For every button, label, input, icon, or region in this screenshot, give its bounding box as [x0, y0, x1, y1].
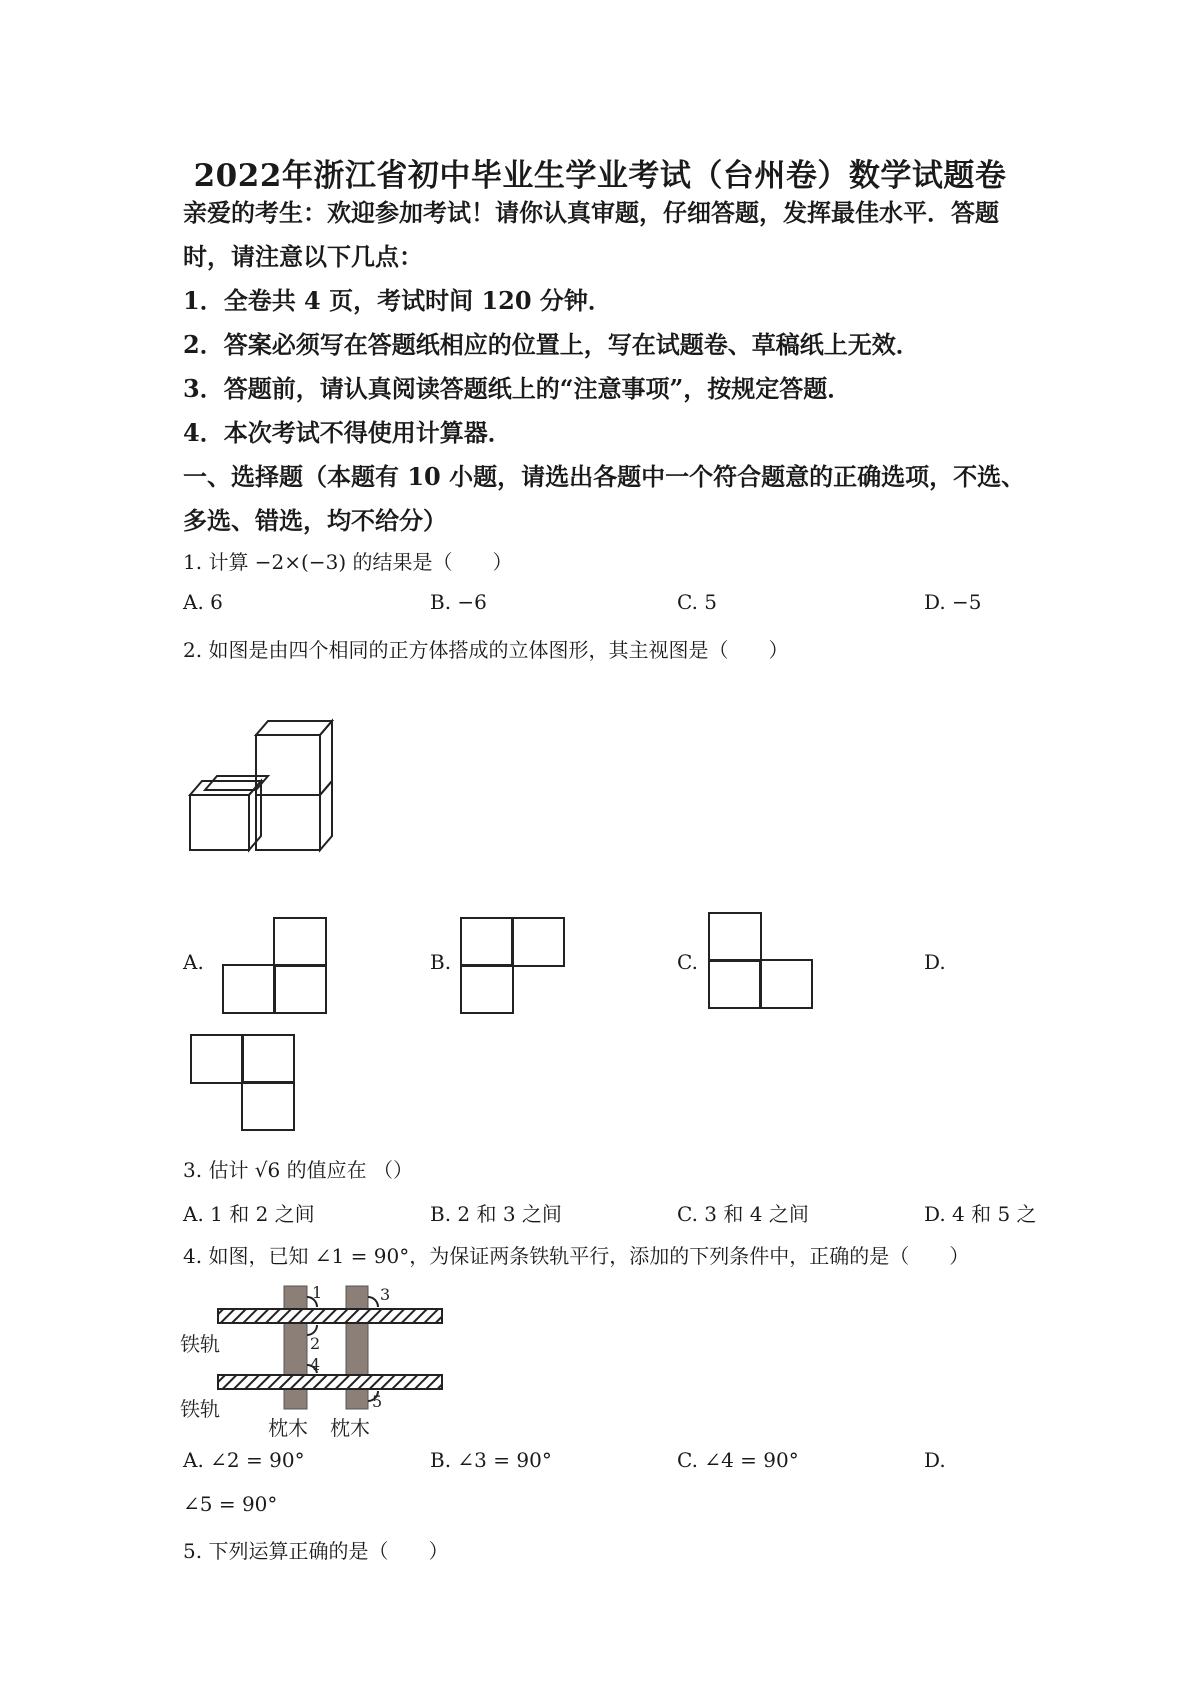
- q4-option-d-value: ∠5 = 90°: [183, 1492, 278, 1516]
- intro-line-2: 时，请注意以下几点：: [183, 242, 423, 271]
- q2-cube-figure: [185, 715, 335, 855]
- note-2: 2．答案必须写在答题纸相应的位置上，写在试题卷、草稿纸上无效．: [183, 330, 920, 359]
- question-4: 4. 如图，已知 ∠1 = 90°，为保证两条铁轨平行，添加的下列条件中，正确的是（ ）: [183, 1244, 970, 1268]
- angle-label-1: 1: [312, 1283, 323, 1302]
- q1-option-a: A. 6: [183, 590, 223, 614]
- sleeper-left-label: 枕木: [268, 1416, 308, 1440]
- q4-option-b: B. ∠3 = 90°: [430, 1448, 552, 1472]
- q2-option-c-label: C.: [677, 950, 698, 974]
- rail-bottom-label: 铁轨: [180, 1397, 220, 1421]
- q4-rail-figure: [180, 1283, 450, 1443]
- q2-option-d-figure: [190, 1034, 295, 1131]
- q3-option-b: B. 2 和 3 之间: [430, 1202, 562, 1226]
- angle-label-5: 5: [372, 1392, 383, 1411]
- q1-option-c: C. 5: [677, 590, 718, 614]
- q1-option-b: B. −6: [430, 590, 487, 614]
- q4-option-a: A. ∠2 = 90°: [183, 1448, 305, 1472]
- q2-option-b-figure: [460, 917, 565, 1014]
- section-heading-line-1: 一、选择题（本题有 10 小题，请选出各题中一个符合题意的正确选项，不选、: [183, 462, 1026, 491]
- angle-label-4: 4: [310, 1355, 321, 1374]
- q1-option-d: D. −5: [924, 590, 982, 614]
- question-1: 1. 计算 −2×(−3) 的结果是（ ）: [183, 550, 513, 574]
- note-3: 3．答题前，请认真阅读答题纸上的“注意事项”，按规定答题．: [183, 374, 852, 403]
- q2-option-b-label: B.: [430, 950, 452, 974]
- rail-bottom: [218, 1375, 442, 1389]
- note-4: 4．本次考试不得使用计算器．: [183, 418, 512, 447]
- question-5: 5. 下列运算正确的是（ ）: [183, 1539, 449, 1563]
- intro-line-1: 亲爱的考生：欢迎参加考试！请你认真审题，仔细答题，发挥最佳水平．答题: [183, 198, 999, 227]
- rail-top: [218, 1309, 442, 1323]
- q3-option-a: A. 1 和 2 之间: [183, 1202, 315, 1226]
- angle-label-3: 3: [380, 1285, 391, 1304]
- rail-top-label: 铁轨: [180, 1332, 220, 1356]
- q4-option-d: D.: [924, 1448, 946, 1472]
- q2-option-d-label: D.: [924, 950, 946, 974]
- question-3: 3. 估计 √6 的值应在 （）: [183, 1158, 413, 1182]
- q2-option-a-figure: [222, 917, 327, 1014]
- q3-option-d: D. 4 和 5 之: [924, 1202, 1037, 1226]
- q2-option-c-figure: [708, 912, 813, 1009]
- section-heading-line-2: 多选、错选，均不给分）: [183, 506, 447, 535]
- sleeper-right: [346, 1286, 368, 1409]
- question-2: 2. 如图是由四个相同的正方体搭成的立体图形，其主视图是（ ）: [183, 638, 789, 662]
- page-title: 2022年浙江省初中毕业生学业考试（台州卷）数学试题卷: [193, 158, 1007, 194]
- sleeper-right-label: 枕木: [330, 1416, 370, 1440]
- q3-option-c: C. 3 和 4 之间: [677, 1202, 809, 1226]
- note-1: 1．全卷共 4 页，考试时间 120 分钟．: [183, 286, 612, 315]
- q4-option-c: C. ∠4 = 90°: [677, 1448, 799, 1472]
- angle-label-2: 2: [310, 1334, 321, 1353]
- q2-option-a-label: A.: [183, 950, 204, 974]
- sleeper-left: [284, 1286, 307, 1409]
